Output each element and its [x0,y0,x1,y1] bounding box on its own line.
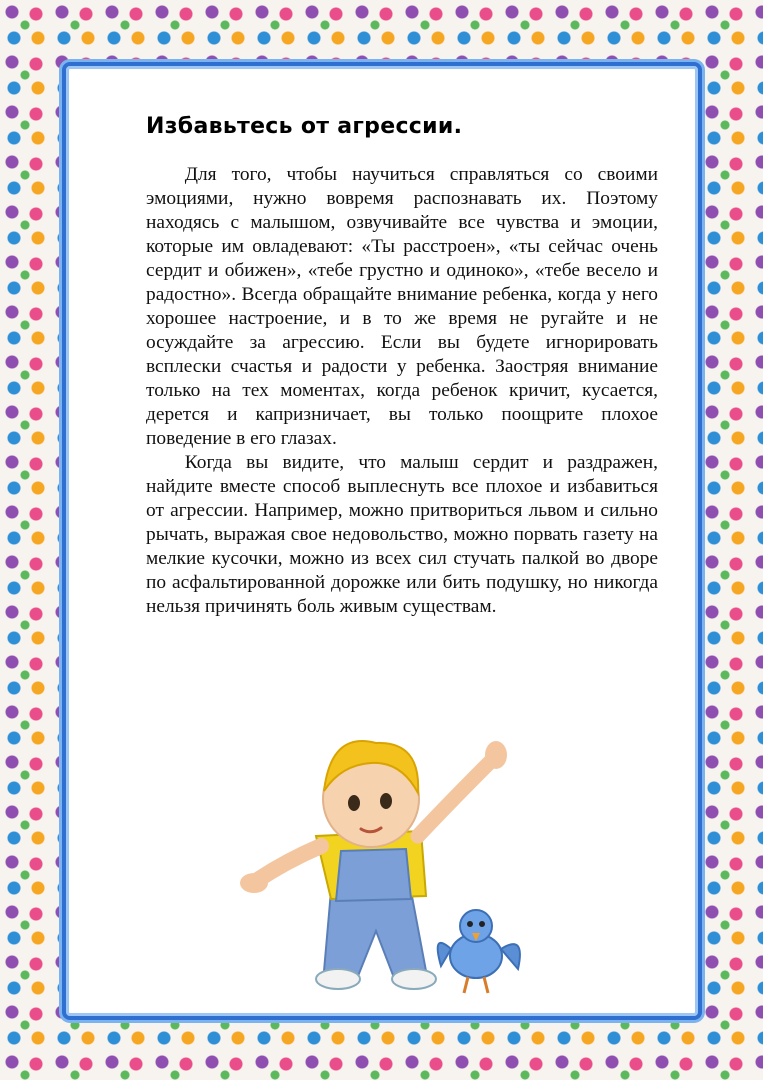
page-title: Избавьтесь от агрессии. [146,114,463,139]
paragraph-1: Для того, чтобы научиться справляться со своими эмоциями, нужно вовремя распознавать их. Поэтому находясь с малышом, озвучивайте все чувства и эмоции, которые им овладевают: «Ты расстроен», «ты сейчас очень сердит и обижен», «тебе грустно и одиноко», «тебе весело и радостно». Всегда обращайте внимание ребенка, когда у него хорошее настроение, и в то же время не ругайте и не осуждайте за агрессию. Если вы будете игнорировать всплески счастья и радости у ребенка. Заостряя внимание только на тех моментах, когда ребенок кричит, кусается, дерется и капризничает, вы только поощрите плохое поведение в его глазах. [146,164,658,449]
paragraph-2: Когда вы видите, что малыш сердит и раздражен, найдите вместе способ выплеснуть все плохое и избавиться от агрессии. Например, можно притвориться львом и сильно рычать, выражая свое недовольство, можно порвать газету на мелкие кусочки, можно из всех сил стучать палкой во дворе по асфальтированной дорожке или бить подушку, но никогда нельзя причинять боль живым существам. [146,452,658,617]
text-content [146,114,658,619]
page-frame [62,62,702,1020]
bird-figure [438,910,520,993]
boy-and-bird-illustration [236,721,536,1011]
